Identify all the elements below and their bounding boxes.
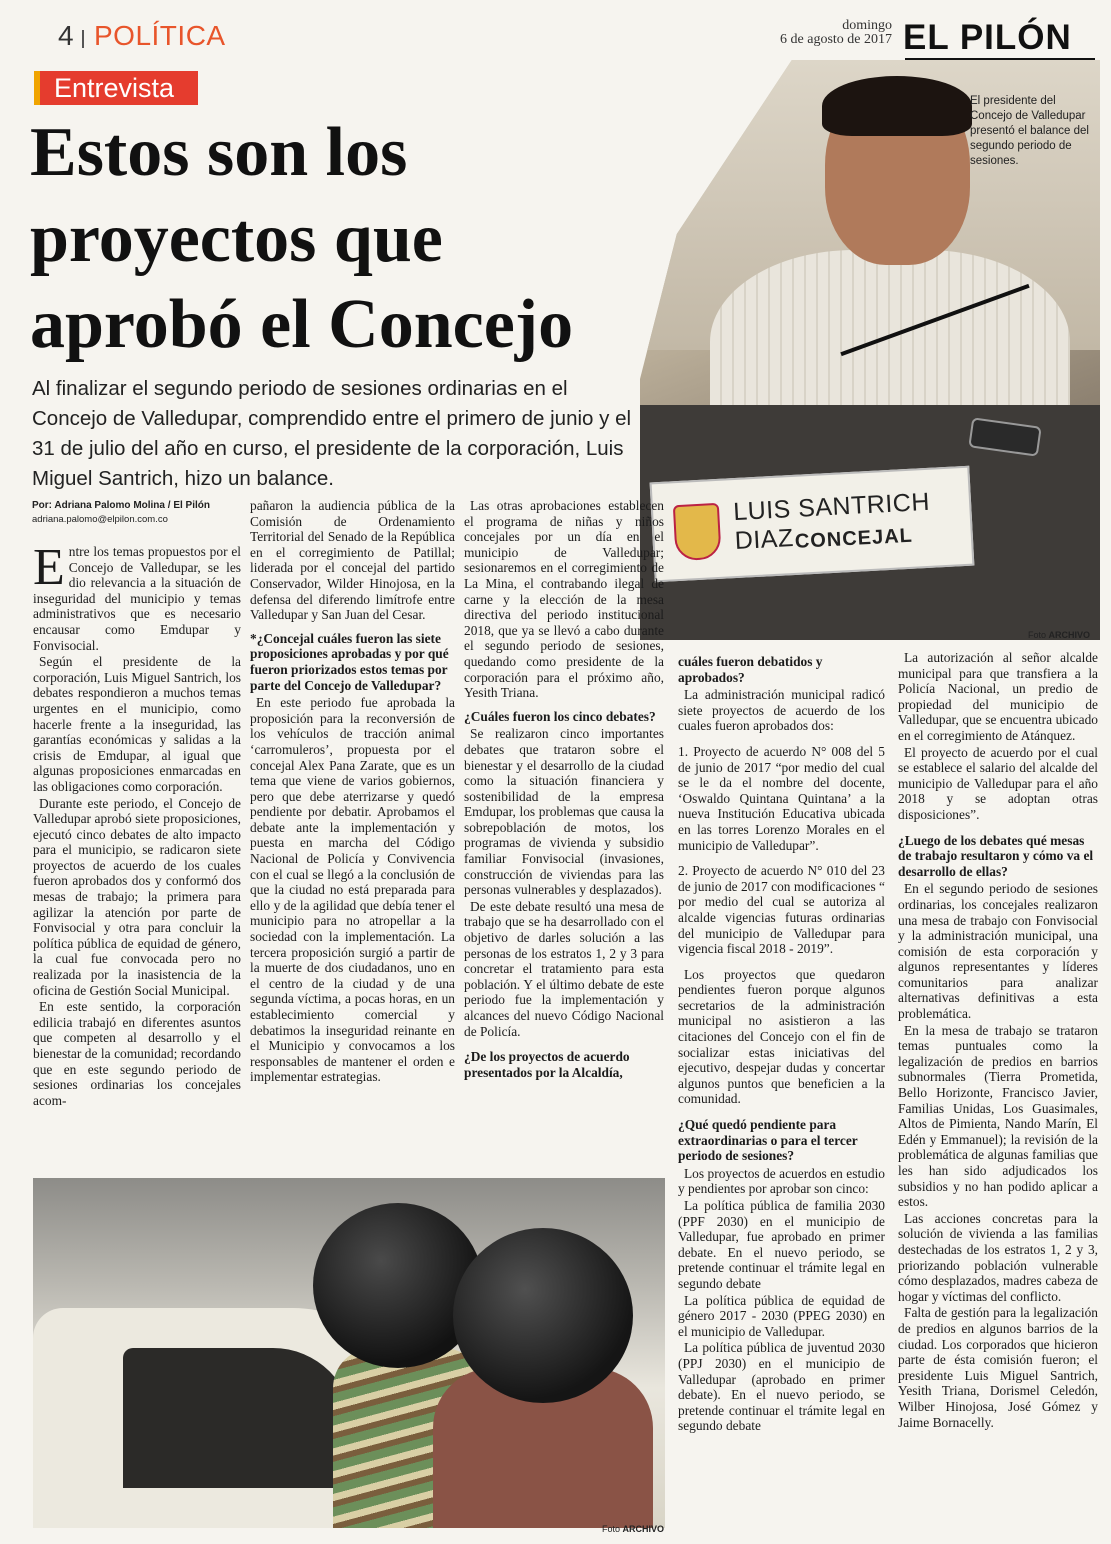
paragraph: La política pública de juventud 2030 (PPJ 2030) en el municipio de Valledupar (aprobado en primer debate). En el nuevo periodo, se pretende continuar el trámite legal en segundo debate (678, 1340, 885, 1434)
nameplate-name: LUIS SANTRICH DIAZ (732, 487, 931, 556)
article-headline: Estos son los proyectos que aprobó el Concejo (30, 114, 574, 363)
paragraph: Los proyectos de acuerdos en estudio y pendientes por aprobar son cinco: (678, 1165, 885, 1197)
nameplate-role: CONCEJAL (794, 524, 914, 553)
helmet-icon (453, 1228, 633, 1403)
paragraph: pañaron la audiencia pública de la Comisión de Ordenamiento Territorial del Senado de la República en el corregimiento de Patillal; liderada por el concejal del partido Conservador, Wilder Hinojosa, en la defensa del diferendo limítrofe entre Valledupar y San Juan del Cesar. (250, 498, 455, 623)
paragraph: La autorización al señor alcalde municipal para que transfiera a la Policía Nacional, un predio de propiedad del municipio de Valledupar, que se encuentra ubicado en el corregimiento de Atánquez. (898, 650, 1098, 743)
byline: Por: Adriana Palomo Molina / El Pilón (32, 500, 210, 511)
issue-date: 6 de agosto de 2017 (780, 32, 892, 47)
page-number: 4 (58, 20, 74, 51)
paragraph: Los proyectos que quedaron pendientes fueron porque algunos secretarios de la administración municipal no asistieron a las citaciones del Concejo con el fin de socializar estas iniciativas del ejecutivo, despejar dudas y concertar algunos puntos que beneficien a la comunidad. (678, 966, 885, 1107)
paragraph: En la mesa de trabajo se trataron temas puntuales como la legalización de predios en barrios subnormales (Tierra Prometida, Bello Horizonte, Francisco Javier, Familias Unidas, Los Guasimales, Altos de Pimienta, Nando Marín, El Edén y Emmanuel); la revisión de la problemática de algunas familias que les han sido adjudicados los subsidios y no han podido aplicar a estos. (898, 1022, 1098, 1210)
photo-credit-name: ARCHIVO (1048, 630, 1091, 640)
paragraph: Las otras aprobaciones establecen el programa de niñas y niños concejales por un día en el municipio de Valledupar; sesionaremos en el corregimiento de La Mina, el contrabando ilegal de carne y la elección de la mesa directiva del periodo institucional 2018, que ya se llevó a cabo durante el segundo periodo de sesiones, quedando como presidente de la corporación para el próximo año, Yesith Triana. (464, 498, 664, 701)
section-title: POLÍTICA (94, 20, 226, 51)
paragraph: La administración municipal radicó siete proyectos de acuerdo de los cuales fueron aprobados dos: (678, 687, 885, 734)
paragraph: En el segundo periodo de sesiones ordinarias, los concejales realizaron una mesa de trabajo con Fonvisocial y la administración municipal, una comisión de esta corporación y algunos representantes y líderes comunitarios para analizar alternativas definitivas a esta problemática. (898, 881, 1098, 1022)
issue-day: domingo (842, 18, 892, 33)
paragraph: Las acciones concretas para la solución de vivienda a las familias destechadas de los estratos 1, 2 y 3, priorizando población vulnerable cómo desplazados, madres cabeza de hogar y víctimas del conflicto. (898, 1210, 1098, 1304)
article-column-2 (250, 498, 455, 1086)
car-window (123, 1348, 353, 1488)
page-number-divider (82, 30, 84, 48)
interview-question: ¿Qué quedó pendiente para extraordinarias o para el tercer periodo de sesiones? (678, 1117, 858, 1164)
photo-credit-bottom (602, 1524, 664, 1534)
photo-credit-name: ARCHIVO (622, 1524, 665, 1534)
photo-credit-label: Foto (1028, 630, 1047, 640)
motorcyclists-photo (33, 1178, 665, 1528)
photo-credit-label: Foto (602, 1524, 621, 1534)
article-column-5 (898, 650, 1098, 1431)
paragraph: Según el presidente de la corporación, Luis Miguel Santrich, los debates respondieron a muchos temas urgentes en el municipio, como hacerle frente a la inseguridad, las garantías económicas y salidas a la crisis de Emdupar, al igual que algunas proposiciones enmarcadas en las obligaciones como corporación. (33, 654, 241, 794)
paragraph-text: ntre los temas propuestos por el Concejo de Valledupar, se les dio relevancia a la situación de inseguridad del municipio y temas administrativos que es necesario encausar como Emdupar y Fonvisocial. (33, 544, 241, 653)
paragraph (33, 544, 241, 653)
paragraph: La política pública de equidad de género 2017 - 2030 (PPEG 2030) en el municipio de Valledupar. (678, 1292, 885, 1339)
list-item: 2. Proyecto de acuerdo N° 010 del 23 de junio de 2017 con modificaciones “ por medio del cual se autoriza al alcalde vigencias futuras ordinarias del municipio de Valledupar para vigencia fiscal 2018 - 2019”. (678, 863, 885, 957)
article-lead: Al finalizar el segundo periodo de sesiones ordinarias en el Concejo de Valledupar, comprendido entre el primero de junio y el 31 de julio del año en curso, el presidente de la corporación, Luis Miguel Santrich, hizo un balance. (32, 377, 632, 490)
interview-question: *¿Concejal cuáles fueron las siete proposiciones aprobadas y por qué fueron priorizados estos temas por parte del Concejo de Valledupar? (250, 630, 449, 693)
paragraph: De este debate resultó una mesa de trabajo que se ha desarrollado con el objetivo de darles solución a las personas de los estratos 1, 2 y 3 para concretar el tratamiento para esta población. Y el último debate de este periodo fue la implementación y alcances del nuevo Código Nacional de Policía. (464, 898, 664, 1039)
paragraph: La política pública de familia 2030 (PPF 2030) en el municipio de Valledupar, fue aprobado en primer debate. En el nuevo periodo, se pretende continuar el trámite legal en segundo debate (678, 1198, 885, 1291)
list-item: 1. Proyecto de acuerdo N° 008 del 5 de junio de 2017 “por medio del cual se le da el nombre del docente, ‘Oswaldo Quintana Quintana’ a la nueva Institución Educativa ubicada en las torres Lorenzo Morales en el municipio de Valledupar”. (678, 743, 885, 853)
photo-hair (822, 76, 972, 136)
paragraph: Durante este periodo, el Concejo de Valledupar aprobó siete proposiciones, ejecutó cinco debates de alto impacto para el municipio, se radicaron siete proyectos de acuerdo de los cuales fueron aprobados dos y conformó dos mesas de trabajo; la primera para agilizar la atención por parte de Fonvisocial y otra para concluir la política pública de equidad de género, la cual fue convocada pero no realizada por la inasistencia de la oficina de Gestión Social Municipal. (33, 795, 241, 998)
paragraph: El proyecto de acuerdo por el cual se establece el salario del alcalde del municipio de Valledupar para el año 2018 y se adoptan otras disposiciones”. (898, 744, 1098, 822)
photo-credit-top (1028, 630, 1090, 640)
paragraph: En este sentido, la corporación edilicia trabajó en diferentes asuntos que competen al desarrollo y el bienestar de la comunidad; recordando que en este segundo periodo de sesiones ordinarias los concejales acom- (33, 999, 241, 1108)
author-email: adriana.palomo@elpilon.com.co (32, 514, 168, 525)
interview-question: ¿De los proyectos de acuerdo presentados por la Alcaldía, (464, 1049, 630, 1080)
interview-question: ¿Luego de los debates qué mesas de trabajo resultaron y cómo va el desarrollo de ellas? (898, 832, 1094, 879)
coat-of-arms-icon (673, 503, 722, 561)
paragraph: En este periodo fue aprobada la proposición para la reconversión de los vehículos de tracción animal ‘carromuleros’, propuesta por el concejal Alex Pana Zarate, que es un tema que viene de varios gobiernos, pero que debe aterrizarse y quedó pendiente por debatir. Aprobamos el debate ante la implementación y puesta en marcha del Código Nacional de Policía y Convivencia con el cual se llegó a la conclusión de que la ciudad no está preparada para ello y de la agilidad que debía tener el municipio para no atropellar a la sociedad con la implementación. La tercera proposición surgió a partir de la muerte de dos ciudadanos, uno en el centro de la ciudad y de una segunda víctima, a pocas horas, en un establecimiento comercial y debatimos la inseguridad reinante en el Municipio y convocamos a los responsables de mantener el orden e implementar estrategias. (250, 695, 455, 1085)
newspaper-logo: EL PILÓN (903, 18, 1072, 57)
interview-question: cuáles fueron debatidos y aprobados? (678, 654, 823, 685)
paragraph: Se realizaron cinco importantes debates que trataron sobre el bienestar y el desarrollo de la ciudad como la situación financiera y sostenibilidad de la empresa Emdupar, los problemas que causa la sobrepoblación de motos, los programas de vivienda y subsidio familiar Fonvisocial (invasiones, construcción de viviendas para las personas vulnerables y desplazados). (464, 726, 664, 898)
drop-cap: E (33, 544, 65, 596)
article-column-4 (678, 654, 885, 1435)
article-kicker: Entrevista (34, 71, 198, 105)
photo-caption: El presidente del Concejo de Valledupar presentó el balance del segundo periodo de sesiones. (970, 95, 1089, 167)
paragraph: Falta de gestión para la legalización de predios en algunos barrios de la ciudad. Los corporados que hicieron parte de ésta comisión fueron; el presidente Luis Miguel Santrich, Yesith Triana, Dorismel Celedón, Wilber Hinojosa, José Gómez y Jaime Bornacelly. (898, 1305, 1098, 1430)
interview-question: ¿Cuáles fueron los cinco debates? (464, 708, 656, 724)
nameplate (650, 466, 975, 583)
article-column-3 (464, 498, 664, 1082)
